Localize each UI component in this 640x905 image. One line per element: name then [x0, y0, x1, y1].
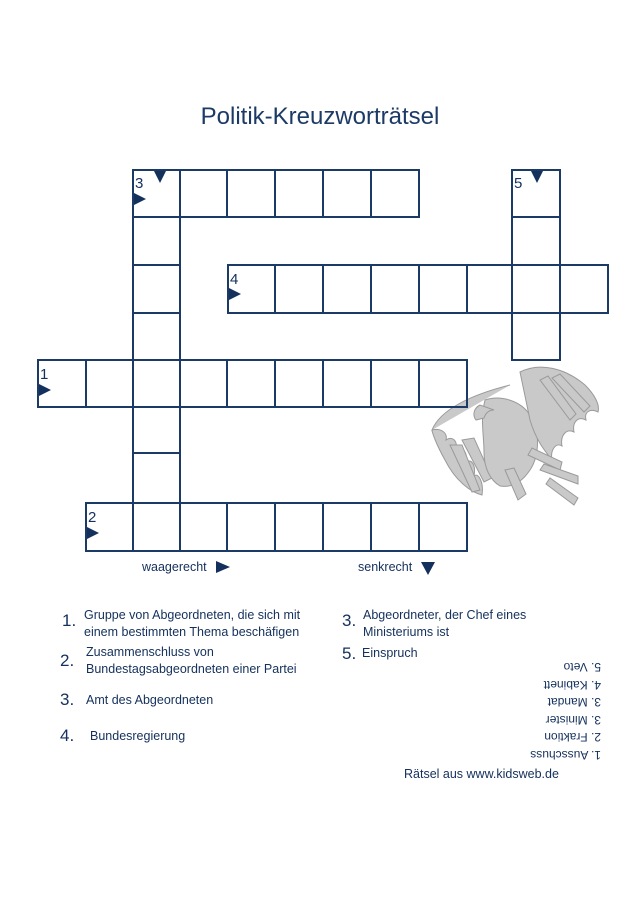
clue-number: 2.	[60, 651, 75, 670]
answer-item: 1. Ausschuss	[530, 748, 601, 762]
answer-key	[505, 658, 601, 763]
legend-across	[142, 560, 207, 574]
clue-number: 3.	[60, 690, 75, 709]
answer-item: 5. Veto	[563, 660, 601, 675]
grid-number-4: 4	[230, 271, 239, 288]
clue-number: 4.	[60, 726, 75, 745]
arrow-down-icon	[531, 171, 543, 183]
arrow-down-icon	[154, 171, 166, 183]
grid-number-3: 3	[135, 175, 144, 192]
answer-item: 3. Minister	[545, 713, 601, 727]
arrow-right-icon	[39, 384, 51, 396]
clue-number: 1.	[62, 611, 77, 630]
answer-item: 2. Fraktion	[544, 730, 601, 745]
arrow-right-icon	[229, 288, 241, 300]
legend-down-arrow-icon	[421, 562, 435, 575]
answer-item: 3. Mandat	[547, 695, 601, 710]
clue-text: Amt des Abgeordneten	[86, 693, 214, 707]
page-title: Politik-Kreuzworträtsel	[200, 103, 440, 130]
clue-text: Zusammenschluss von Bundestagsabgeordneten einer Partei	[86, 645, 297, 676]
grid-number-1: 1	[40, 366, 49, 383]
clue-text: Abgeordneter, der Chef eines Ministeriums ist	[363, 608, 527, 639]
federal-eagle-icon	[432, 367, 598, 505]
clue-number: 5.	[342, 644, 357, 663]
legend-down	[358, 560, 412, 574]
legend-across-label: waagerecht	[142, 560, 207, 574]
arrow-right-icon	[87, 527, 99, 539]
answer-item: 4. Kabinett	[543, 678, 601, 692]
clue-number: 3.	[342, 611, 357, 630]
legend-across-arrow-icon	[216, 561, 230, 573]
clue-text: Einspruch	[362, 646, 418, 660]
grid-number-2: 2	[88, 509, 97, 526]
credit-line: Rätsel aus www.kidsweb.de	[404, 767, 559, 781]
clue-text: Bundesregierung	[90, 729, 186, 743]
arrow-right-icon	[134, 193, 146, 205]
grid-number-5: 5	[514, 175, 523, 192]
clue-text: Gruppe von Abgeordneten, die sich mit einem bestimmten Thema beschäfigen	[84, 608, 301, 639]
legend-down-label: senkrecht	[358, 560, 413, 574]
